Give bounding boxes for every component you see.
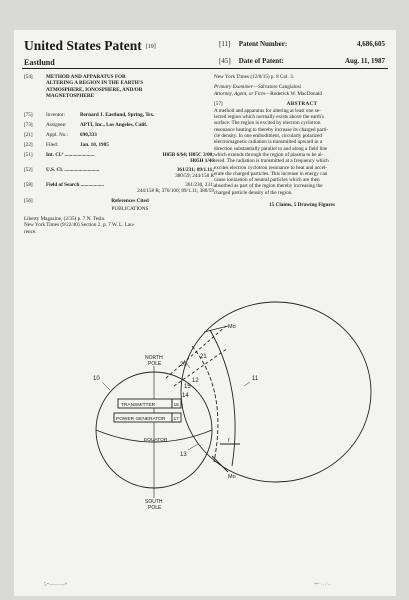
field-value: 244/158 R; 376/100; 89/1.11; 380/59: [137, 188, 214, 195]
mo-top-label: Mo: [228, 324, 236, 330]
south-pole-label-2: POLE: [148, 505, 162, 511]
title-code-54: [54]: [24, 74, 33, 80]
field-value: 380/59; 244/158 R: [175, 173, 214, 180]
field-label: Field of Search ..................: [46, 182, 104, 188]
field-code: [22]: [24, 142, 33, 148]
ref-r: r: [228, 438, 230, 444]
ref-15: 15: [184, 384, 191, 390]
leader-13: [188, 444, 198, 450]
abstract-line: resonance heating to thereby increase its charged parti-: [214, 126, 329, 133]
attorney-value: —Roderick W. MacDonald: [265, 90, 322, 97]
patent-page: [14, 30, 396, 596]
field-code: [21]: [24, 132, 33, 138]
field-label: U.S. Cl. ...........................: [46, 167, 100, 173]
title-line: ALTERING A REGION IN THE EARTH'S: [46, 80, 144, 87]
patent-date: Aug. 11, 1987: [344, 57, 385, 65]
ref-14: 14: [182, 393, 189, 399]
title-line: ATMOSPHERE, IONOSPHERE, AND/OR: [46, 86, 143, 93]
field-code: [73]: [24, 122, 33, 128]
field-label: Int. Cl.⁴ .......................: [46, 152, 95, 158]
publication-item: rence.: [24, 228, 37, 235]
patent-date-label: Date of Patent:: [238, 57, 284, 65]
abstract-code: [57]: [214, 100, 223, 107]
title-line: METHOD AND APPARATUS FOR: [46, 74, 126, 80]
ref-13: 13: [180, 452, 187, 458]
publication-item: New York Times (9/22/40) Section 2, p. 7 W. L. Lau-: [24, 222, 135, 229]
abstract-line: surface. The region is excited by electron cyclotron: [214, 120, 321, 127]
leader-11: [244, 382, 250, 386]
field-value: H05B 6/64; H05C 3/00;: [162, 152, 214, 158]
claims-summary: 15 Claims, 5 Drawing Figures: [269, 202, 335, 209]
field-value: 361/230, 231;: [185, 182, 214, 188]
document-type: United States Patent: [24, 38, 142, 53]
ref-11: 11: [252, 376, 259, 382]
patent-number: 4,686,605: [357, 40, 385, 48]
field-value: 361/231; 89/1.11;: [176, 167, 214, 173]
abstract-title: ABSTRACT: [286, 100, 318, 107]
abstract-line: excites electron cyclotron resonance to heat and accel-: [214, 164, 328, 171]
attorney-label: Attorney, Agent, or Firm: [214, 90, 266, 97]
publication-continued: New York Times (12/8/15) p. 8 Col. 3.: [214, 74, 294, 80]
abstract-line: erate the charged particles. This increase in energy can: [214, 170, 328, 177]
patent-number-label: Patent Number:: [238, 40, 288, 48]
field-code: [52]: [24, 167, 33, 173]
abstract-line: cle density. In one embodiment, circularly polarized: [214, 133, 322, 140]
publication-item: Liberty Magazine, (2/35) p. 7 N. Tesla.: [24, 216, 106, 222]
footer-mark-left: 5⁼———⁄⁴: [44, 583, 67, 588]
filed-value: Jan. 10, 1985: [80, 142, 109, 148]
publications-title: PUBLICATIONS: [111, 206, 149, 212]
abstract-line: electromagnetic radiation is transmitted upward in a: [214, 139, 323, 146]
examiner-value: —Salvatore Cangialosi: [252, 84, 302, 91]
ionosphere-arc: [192, 346, 218, 462]
ref-20: 20: [180, 362, 187, 368]
field-code: [56]: [24, 198, 33, 204]
field-code: [58]: [24, 182, 33, 188]
field-label: Assignee:: [46, 122, 67, 128]
north-pole-label-2: POLE: [148, 361, 162, 367]
field-label: Filed:: [46, 142, 59, 148]
ref-21: 21: [200, 354, 207, 360]
power-generator-label: POWER GENERATOR: [116, 417, 166, 422]
field-label: Inventor:: [46, 112, 66, 118]
abstract-line: A method and apparatus for altering at least one se-: [214, 107, 321, 114]
mo-bottom-label: Mo: [228, 474, 236, 480]
assignee-value: APTI, Inc., Los Angeles, Calif.: [80, 122, 148, 128]
north-pole-label: NORTH: [145, 355, 163, 361]
references-title: References Cited: [111, 198, 149, 204]
abstract-line: lected region which normally exists above the earth's: [214, 114, 324, 121]
patent-date-code: [45]: [219, 57, 231, 65]
appl-value: 690,333: [80, 132, 97, 138]
patent-figure: [14, 30, 396, 596]
magnetic-field-line: [181, 302, 371, 482]
ref-10: 10: [93, 376, 100, 382]
power-generator-ref: 17: [173, 417, 179, 422]
leader-10: [102, 382, 110, 390]
inventor-value: Bernard J. Eastlund, Spring, Tex.: [80, 112, 155, 118]
transmitter-label: TRANSMITTER: [121, 403, 156, 408]
field-code: [75]: [24, 112, 33, 118]
title-line: MAGNETOSPHERE: [46, 92, 95, 99]
footer-mark-right: ⁴⁼⁻·· ⁄ ··: [314, 583, 332, 588]
ref-12: 12: [192, 378, 199, 384]
abstract-line: direction substantially parallel to and along a field line: [214, 145, 328, 152]
abstract-line: charged particle density of the region.: [214, 189, 293, 196]
abstract-line: tered. The radiation is transmitted at a frequency which: [214, 158, 329, 165]
transmitter-ref: 16: [173, 403, 179, 408]
south-pole-label: SOUTH: [145, 499, 163, 505]
field-code: [51]: [24, 152, 33, 158]
abstract-line: cause ionization of neutral particles which are then: [214, 177, 320, 184]
inventor-surname: Eastlund: [24, 58, 55, 67]
title-code: [19]: [145, 44, 156, 50]
abstract-line: absorbed as part of the region thereby increasing the: [214, 183, 323, 190]
radiation-ray: [166, 326, 226, 378]
field-label: Appl. No.:: [46, 132, 69, 138]
patent-number-code: [11]: [219, 40, 231, 48]
equator-label: EQUATOR: [144, 438, 168, 443]
ionosphere-arc: [210, 330, 235, 466]
abstract-line: which extends through the region of plasma to be al-: [214, 151, 324, 158]
examiner-label: Primary Examiner: [214, 84, 253, 91]
mo-leader-bottom: [212, 456, 228, 472]
field-value: H05H 1/46: [190, 158, 214, 165]
